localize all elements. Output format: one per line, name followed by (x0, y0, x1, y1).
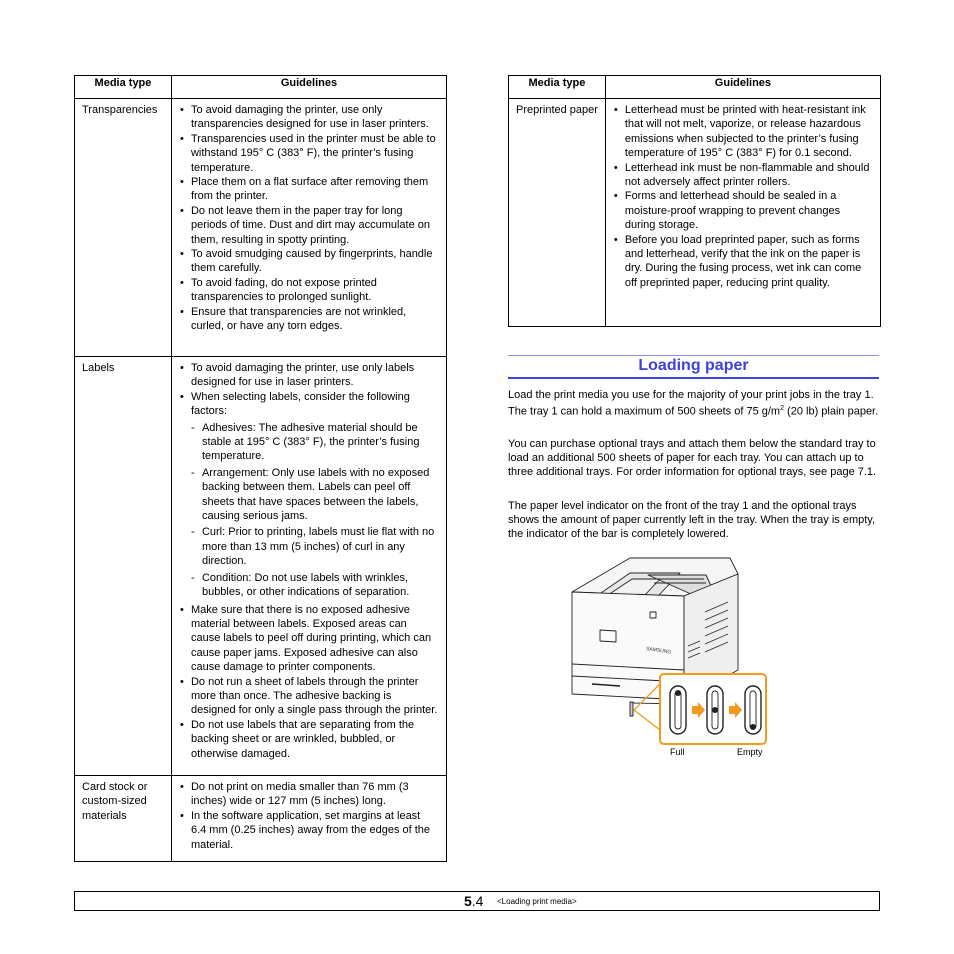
guideline-item: • To avoid damaging the printer, use only transparencies designed for use in laser printers. (178, 103, 438, 132)
factor-item: - Curl: Prior to printing, labels must lie flat with no more than 13 mm (5 inches) of curl in any direction. (191, 525, 438, 568)
guideline-item-text: When selecting labels, consider the following factors: (190, 390, 410, 418)
header-media-type: Media type (75, 76, 172, 99)
guideline-item: • In the software application, set margins at least 6.4 mm (0.25 inches) away from the edges of the material. (178, 809, 438, 852)
media-type-cell: Labels (75, 357, 172, 776)
media-type-cell: Transparencies (75, 99, 172, 357)
label-full: Full (670, 747, 685, 757)
page-in-chapter: .4 (471, 893, 484, 909)
paragraph-text: Load the print media you use for the majority of your print jobs in the tray 1. The tray 1 can hold a maximum of 500 sheets of 75 g/m (508, 389, 874, 418)
page-footer (74, 891, 880, 911)
guideline-item: • Ensure that transparencies are not wrinkled, curled, or have any torn edges. (178, 305, 438, 334)
guideline-item: • Forms and letterhead should be sealed in a moisture-proof wrapping to prevent changes during storage. (612, 189, 872, 232)
paragraph-tray-capacity (508, 388, 880, 419)
table-header-row (509, 76, 881, 99)
media-type-cell: Card stock or custom-sized materials (75, 776, 172, 862)
chapter-number: 5 (464, 893, 472, 909)
guidelines-cell (605, 99, 880, 327)
guidelines-cell (171, 357, 446, 776)
guideline-item: • To avoid damaging the printer, use only labels designed for use in laser printers. (178, 361, 438, 390)
section-rule-top (508, 355, 879, 356)
header-guidelines: Guidelines (605, 76, 880, 99)
media-type-cell: Preprinted paper (509, 99, 606, 327)
guideline-item: • Do not run a sheet of labels through the printer more than once. The adhesive backing is designed for only a single pass through the printer. (178, 675, 438, 718)
factor-item: - Arrangement: Only use labels with no exposed backing between them. Labels can peel off sheets that have spaces between the labels, causing serious jams. (191, 466, 438, 524)
guidelines-cell (171, 99, 446, 357)
guideline-item: • Do not use labels that are separating from the backing sheet or are wrinkled, bubbled, or otherwise damaged. (178, 718, 438, 761)
footer-chapter-title: <Loading print media> (497, 897, 577, 906)
guideline-item: • Make sure that there is no exposed adhesive material between labels. Exposed areas can cause labels to peel off during printing, which can cause paper jams. Exposed adhesive can also cause damage to printer components. (178, 603, 438, 675)
label-empty: Empty (737, 747, 763, 757)
guideline-item: • To avoid smudging caused by fingerprints, handle them carefully. (178, 247, 438, 276)
table-row-cardstock (75, 776, 447, 862)
superscript: 2 (780, 405, 784, 412)
guideline-item: • Before you load preprinted paper, such as forms and letterhead, verify that the ink on the paper is dry. During the fusing process, wet ink can come off preprinted paper, reducing print quality. (612, 233, 872, 291)
guideline-item: • Transparencies used in the printer must be able to withstand 195° C (383° F), the printer’s fusing temperature. (178, 132, 438, 175)
guideline-item (178, 390, 438, 600)
printer-paper-level-illustration (560, 552, 775, 762)
guideline-item: • Letterhead ink must be non-flammable and should not adversely affect printer rollers. (612, 161, 872, 190)
gauge-half (707, 686, 723, 734)
paragraph-text: (20 lb) plain paper. (784, 405, 879, 418)
guidelines-cell (171, 776, 446, 862)
header-guidelines: Guidelines (171, 76, 446, 99)
guideline-item: • Place them on a flat surface after removing them from the printer. (178, 175, 438, 204)
printer-brand-label: SAMSUNG (645, 646, 672, 656)
media-guidelines-table-right (508, 75, 881, 327)
guideline-item: • To avoid fading, do not expose printed transparencies to prolonged sunlight. (178, 276, 438, 305)
section-title: Loading paper (638, 357, 749, 374)
header-media-type: Media type (509, 76, 606, 99)
table-row-preprinted (509, 99, 881, 327)
table-row-transparencies (75, 99, 447, 357)
guideline-item: • Do not leave them in the paper tray for long periods of time. Dust and dirt may accumulate on them, resulting in spotty printing. (178, 204, 438, 247)
factor-item: - Condition: Do not use labels with wrinkles, bubbles, or other indications of separation. (191, 571, 438, 600)
table-header-row (75, 76, 447, 99)
table-row-labels (75, 357, 447, 776)
gauge-full (670, 686, 686, 734)
paragraph-paper-level: The paper level indicator on the front of the tray 1 and the optional trays shows the amount of paper currently left in the tray. When the tray is empty, the indicator of the bar is completely lowered. (508, 500, 876, 540)
guideline-item: • Letterhead must be printed with heat-resistant ink that will not melt, vaporize, or release hazardous emissions when subjected to the printer’s fusing temperature of 195° C (383° F) for 0.1 second. (612, 103, 872, 161)
media-guidelines-table-left (74, 75, 447, 862)
factor-item: - Adhesives: The adhesive material should be stable at 195° C (383° F), the printer’s fusing temperature. (191, 421, 438, 464)
guideline-item: • Do not print on media smaller than 76 mm (3 inches) wide or 127 mm (5 inches) long. (178, 780, 438, 809)
gauge-empty (745, 686, 761, 734)
section-rule-bottom (508, 377, 879, 379)
page-number (464, 893, 483, 909)
paragraph-optional-trays: You can purchase optional trays and attach them below the standard tray to load an additional 500 sheets of paper for each tray. You can attach up to three additional trays. For order information for optional trays, see page 7.1. (508, 438, 877, 478)
